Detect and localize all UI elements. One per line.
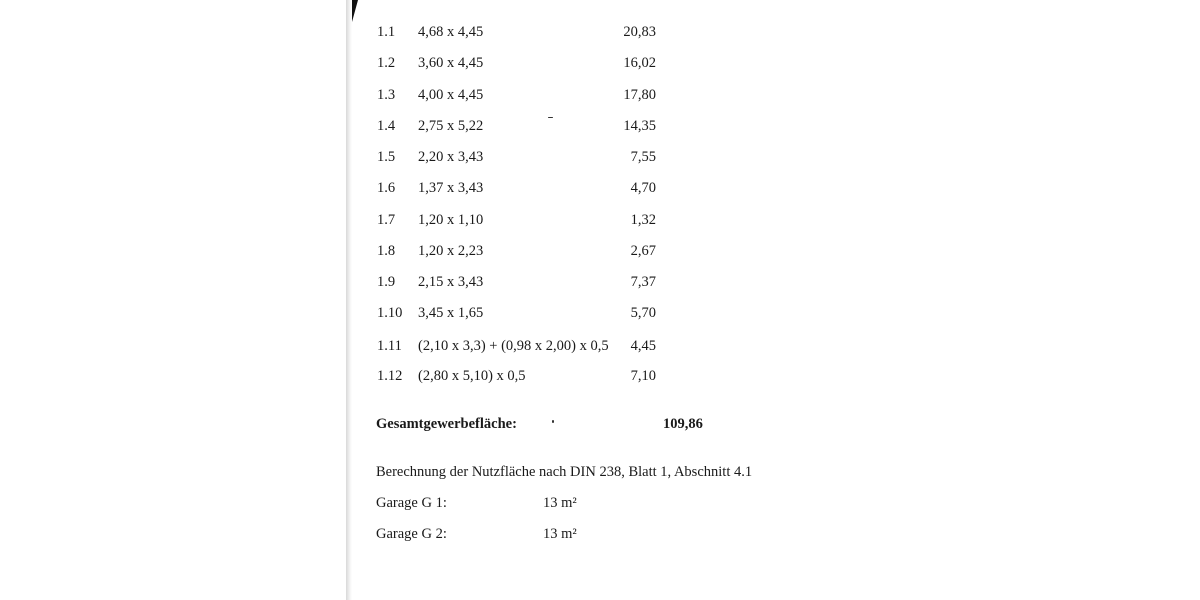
row-number: 1.8 [377, 243, 396, 259]
row-area: 7,37 [630, 274, 656, 290]
total-value: 109,86 [663, 416, 703, 432]
row-number: 1.10 [377, 305, 403, 321]
row-number: 1.1 [377, 24, 396, 40]
total-commercial-area [376, 414, 706, 434]
garage-label: Garage G 2: [376, 526, 447, 542]
row-number: 1.5 [377, 149, 396, 165]
row-formula: 1,20 x 2,23 [418, 243, 484, 259]
row-area: 7,10 [630, 368, 656, 384]
row-formula: 4,00 x 4,45 [418, 87, 484, 103]
row-formula: 4,68 x 4,45 [418, 24, 484, 40]
row-formula: 2,15 x 3,43 [418, 274, 484, 290]
row-number: 1.9 [377, 274, 396, 290]
row-area: 4,70 [630, 180, 656, 196]
calculation-heading: Berechnung der Nutzfläche nach DIN 238, Blatt 1, Abschnitt 4.1 [376, 464, 753, 480]
row-area: 17,80 [623, 87, 656, 103]
garage-value: 13 m² [543, 526, 577, 542]
row-number: 1.6 [377, 180, 396, 196]
row-formula: 1,37 x 3,43 [418, 180, 484, 196]
garage-row [376, 493, 577, 513]
row-number: 1.11 [377, 338, 402, 354]
scan-speck [548, 117, 553, 118]
row-area: 5,70 [630, 305, 656, 321]
row-area: 16,02 [623, 55, 656, 71]
row-number: 1.4 [377, 118, 396, 134]
row-area: 1,32 [630, 212, 656, 228]
row-area: 7,55 [630, 149, 656, 165]
row-number: 1.3 [377, 87, 396, 103]
row-area: 4,45 [630, 338, 656, 354]
row-area: 14,35 [623, 118, 656, 134]
row-number: 1.12 [377, 368, 403, 384]
garage-label: Garage G 1: [376, 495, 447, 511]
row-formula: 1,20 x 1,10 [418, 212, 484, 228]
row-number: 1.7 [377, 212, 396, 228]
row-area: 2,67 [630, 243, 656, 259]
row-formula: 2,75 x 5,22 [418, 118, 484, 134]
row-formula: 3,45 x 1,65 [418, 305, 484, 321]
row-area: 20,83 [623, 24, 656, 40]
row-formula: (2,80 x 5,10) x 0,5 [418, 368, 526, 384]
row-formula: 3,60 x 4,45 [418, 55, 484, 71]
garage-row [376, 524, 577, 544]
scan-speck [552, 420, 554, 423]
row-formula: 2,20 x 3,43 [418, 149, 484, 165]
row-number: 1.2 [377, 55, 396, 71]
document-page [352, 0, 1200, 600]
garage-value: 13 m² [543, 495, 577, 511]
row-formula: (2,10 x 3,3) + (0,98 x 2,00) x 0,5 [418, 338, 609, 354]
total-label: Gesamtgewerbefläche: [376, 416, 517, 432]
